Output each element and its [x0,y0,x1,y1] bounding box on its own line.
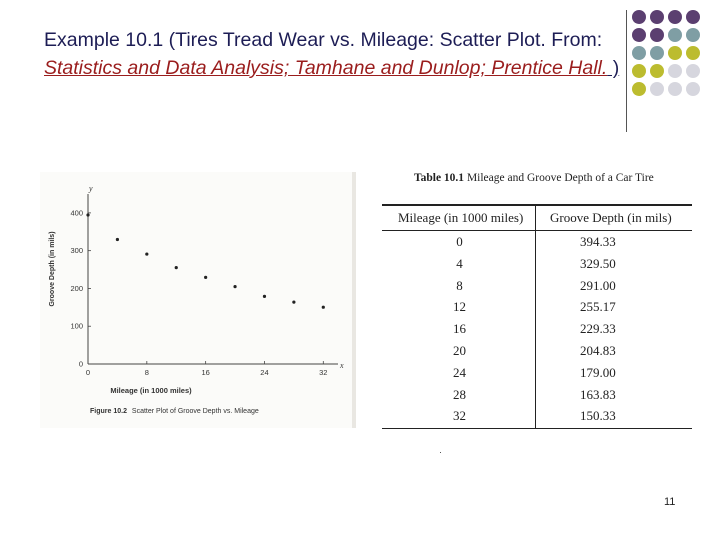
table-row [382,319,692,341]
y-tick-label: 400 [70,208,83,218]
x-tick-label: 32 [319,368,328,377]
decor-dot [686,82,700,96]
decor-dot [668,64,682,78]
table-cell-groove-depth: 329.50 [580,255,616,271]
decor-dot [632,46,646,60]
y-tick-label: 200 [70,283,83,293]
table-header-mileage: Mileage (in 1000 miles) [398,210,524,225]
decor-dot [650,82,664,96]
slide-title [44,26,624,82]
x-tick-label: 8 [144,368,149,377]
table-cell-groove-depth: 229.33 [580,321,616,337]
scan-edge [352,172,356,428]
figure-caption-text: Scatter Plot of Groove Depth vs. Mileage [131,408,259,415]
table-header-groove-depth: Groove Depth (in mils) [550,210,672,225]
table-row [382,406,692,428]
decor-dot [668,46,682,60]
title-prefix: Example 10.1 (Tires Tread Wear vs. Mileage: Scatter Plot. From: [44,29,603,51]
decor-dot [668,10,682,24]
x-tick-label: 24 [260,368,269,377]
data-point [116,238,119,241]
table-cell-mileage: 28 [453,386,466,402]
scatter-plot-svg [40,172,354,428]
decor-dot [650,10,664,24]
data-point [292,301,295,304]
table-row [382,276,692,298]
table-row [382,254,692,276]
decor-divider-line [626,10,627,132]
decor-dot [686,10,700,24]
decor-dot [668,82,682,96]
decor-dot [632,82,646,96]
x-axis-name: x [340,361,344,370]
table-title [414,172,654,184]
table-cell-groove-depth: 204.83 [580,342,616,358]
table-title-label: Table 10.1 [414,172,465,184]
table-cell-mileage: 0 [456,234,463,249]
data-point [233,285,236,288]
table-cell-mileage: 16 [453,321,466,337]
data-point [322,306,325,309]
table-row [382,341,692,363]
data-point [145,252,148,255]
table-row [382,385,692,407]
data-point [86,213,89,216]
decor-dot [668,28,682,42]
svg-text:Figure 10.2 Scatter Plot [90,408,259,415]
y-tick-label: 100 [70,321,83,331]
decor-dot [686,46,700,60]
table-cell-groove-depth: 291.00 [580,277,616,293]
data-point [204,276,207,279]
decor-dot [632,10,646,24]
table-cell-mileage: 4 [456,255,463,271]
y-axis-label: Groove Depth (in mils) [49,231,56,307]
table-row [382,232,692,254]
title-source-link[interactable]: Statistics and Data Analysis; Tamhane and Dunlop; Prentice Hall. [44,57,608,79]
scan-speck [440,452,441,453]
x-tick-label: 16 [201,368,210,377]
y-tick-label: 300 [70,246,83,256]
decor-dot [650,28,664,42]
table-cell-groove-depth: 163.83 [580,386,616,402]
table-cell-groove-depth: 255.17 [580,299,616,315]
decor-dot [650,64,664,78]
y-tick-label: 0 [78,359,83,369]
table-cell-mileage: 24 [453,364,466,380]
data-table [382,170,694,432]
table-title-text: Mileage and Groove Depth of a Car Tire [466,172,654,184]
decor-dot [686,28,700,42]
table-row [382,297,692,319]
decor-dot [632,64,646,78]
table-cell-groove-depth: 150.33 [580,408,616,424]
table-header-rule [382,230,692,231]
table-row [382,363,692,385]
table-top-rule [382,204,692,206]
table-body [382,232,692,428]
table-cell-mileage: 20 [453,342,466,358]
figure-caption-label: Figure 10.2 [90,408,127,415]
table-cell-mileage: 8 [456,277,463,293]
table-cell-groove-depth: 394.33 [580,234,616,249]
y-axis-name: y [89,184,93,193]
table-cell-groove-depth: 179.00 [580,364,616,380]
decor-dot [632,28,646,42]
title-suffix: ) [607,57,620,79]
x-tick-label: 0 [85,368,91,377]
data-point [175,266,178,269]
table-cell-mileage: 32 [453,408,466,424]
decor-dot [650,46,664,60]
x-axis-label: Mileage (in 1000 miles) [110,386,192,395]
scatter-plot-figure [40,172,354,428]
page-number: 11 [664,496,676,508]
data-point [263,295,266,298]
decor-dot [686,64,700,78]
decorative-dot-grid [630,8,720,108]
table-bottom-rule [382,428,692,429]
table-cell-mileage: 12 [453,299,466,315]
